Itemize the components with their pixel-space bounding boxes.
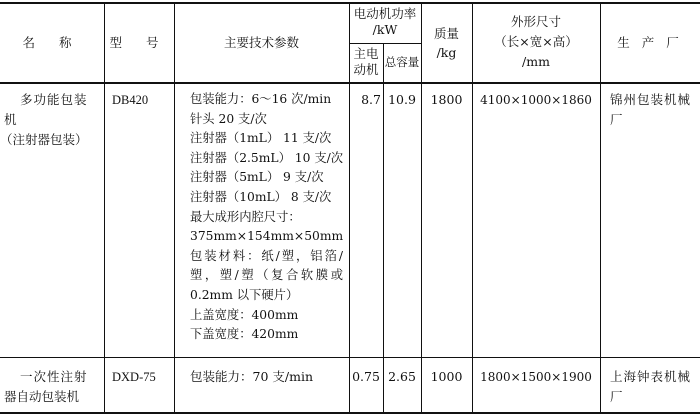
header-mass-unit: /kg <box>436 45 457 60</box>
row1-total-capacity: 10.9 <box>388 92 416 107</box>
header-main-motor-2: 动机 <box>353 62 379 77</box>
header-main-motor-1: 主电 <box>353 46 379 61</box>
row1-params <box>190 90 343 345</box>
row1-name-line3: （注射器包装） <box>0 132 88 147</box>
row2-dims: 1800×1500×1900 <box>480 370 592 384</box>
row1-maker-line2: 厂 <box>610 112 623 127</box>
row2-maker-line1: 上海钟表机械 <box>610 369 692 384</box>
param-line: 下盖宽度：420mm <box>190 327 299 342</box>
row2-model: DXD-75 <box>112 370 156 384</box>
header-mass: 质量 <box>433 26 459 41</box>
header-name: 名 称 <box>22 35 82 50</box>
header-power-title: 电动机功率 <box>353 6 417 21</box>
row1-name-line2: 机 <box>4 112 17 127</box>
row1-name-line1: 多功能包装 <box>20 92 88 107</box>
col-divider <box>600 3 601 413</box>
row2-param-line: 包装能力：70 支/min <box>190 369 313 384</box>
header-maker: 生 产 厂 <box>617 35 683 50</box>
param-line: 最大成形内腔尺寸： <box>190 209 301 224</box>
param-line: 包装能力：6～16 次/min <box>190 92 332 106</box>
param-line: 375mm×154mm×50mm <box>190 229 344 244</box>
power-subheader-rule <box>349 43 421 44</box>
param-line: 上盖宽度：400mm <box>190 307 299 322</box>
param-line: 注射器（10mL） 8 支/次 <box>190 189 332 204</box>
col-divider <box>174 3 175 413</box>
header-model: 型 号 <box>109 35 169 50</box>
col-divider <box>104 3 105 413</box>
row2-maker-line2: 厂 <box>610 389 623 404</box>
row2-mass: 1000 <box>430 369 463 384</box>
param-line: 注射器（5mL） 9 支/次 <box>190 170 324 185</box>
header-power-unit: /kW <box>372 22 398 37</box>
param-line: 针头 20 支/次 <box>190 111 267 126</box>
row1-dims: 4100×1000×1860 <box>480 93 592 107</box>
header-bottom-rule <box>0 82 700 84</box>
row1-model: DB420 <box>112 93 149 107</box>
table-bottom-rule <box>0 412 700 414</box>
header-dims-unit: /mm <box>522 54 550 69</box>
param-line: 塑，塑/塑（复合软膜或 <box>190 268 343 283</box>
param-line: 0.2mm 以下硬片） <box>190 287 299 302</box>
row1-mass: 1800 <box>430 92 463 107</box>
header-total-capacity: 总容量 <box>384 55 420 69</box>
row-divider <box>0 357 700 358</box>
header-dims: 外形尺寸 <box>510 14 561 29</box>
param-line: 包装材料：纸/塑，铝箔/ <box>190 248 343 263</box>
param-line: 注射器（1mL） 11 支/次 <box>190 131 332 146</box>
col-divider <box>421 3 422 413</box>
header-dims-sub: （长×宽×高） <box>494 34 578 49</box>
row1-main-motor: 8.7 <box>361 92 381 107</box>
header-params: 主要技术参数 <box>223 35 299 50</box>
row2-name-line2: 器自动包装机 <box>4 389 80 404</box>
param-line: 注射器（2.5mL） 10 支/次 <box>190 150 344 165</box>
row1-maker-line1: 锦州包装机械 <box>610 92 692 107</box>
row2-total-capacity: 2.65 <box>388 369 416 384</box>
row2-main-motor: 0.75 <box>352 369 380 384</box>
row2-name-line1: 一次性注射 <box>20 369 88 384</box>
table-top-rule <box>0 2 700 4</box>
